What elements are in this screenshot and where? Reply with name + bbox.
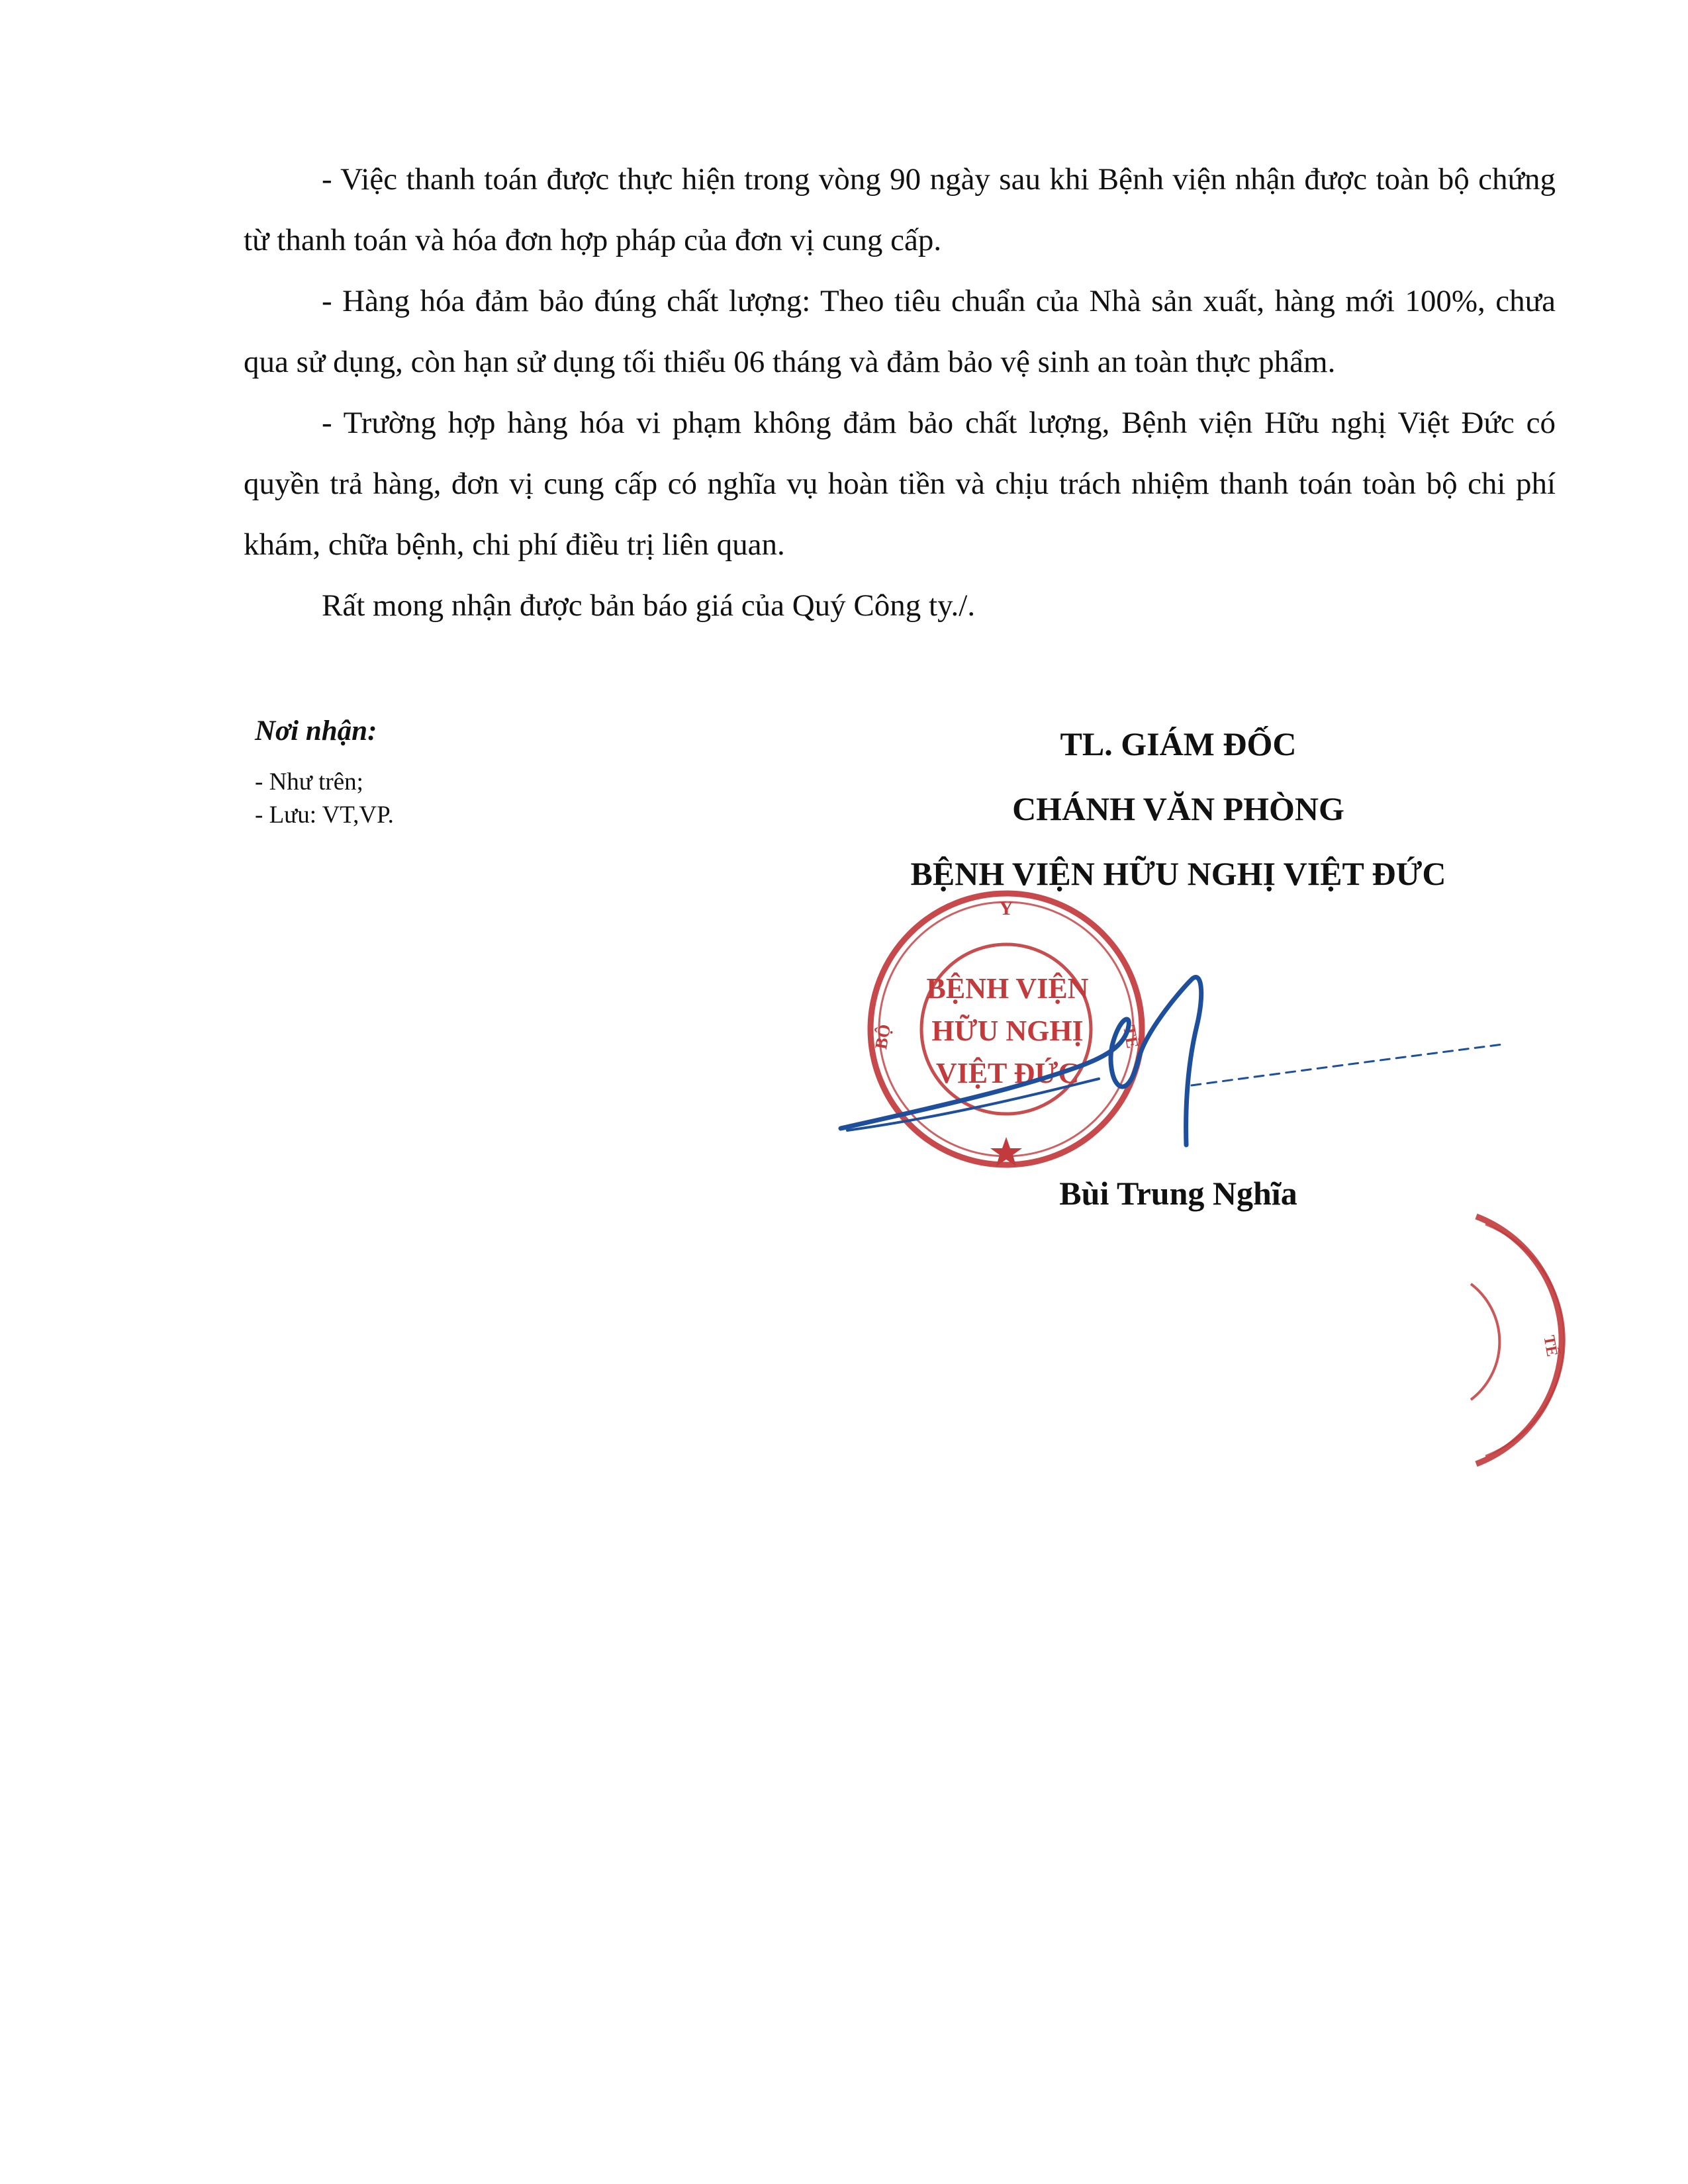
edge-seal-mark: TẾ — [1540, 1334, 1561, 1358]
seal-right-mark: TẾ — [1119, 1023, 1143, 1050]
seal-top-mark: Y — [999, 897, 1013, 919]
handwritten-signature — [834, 953, 1516, 1171]
recipients-block — [255, 711, 665, 832]
signer-title-line1: TL. GIÁM ĐỐC — [1060, 725, 1297, 762]
signer-organization: BỆNH VIỆN HỮU NGHỊ VIỆT ĐỨC — [910, 855, 1446, 892]
signer-title-line2: CHÁNH VĂN PHÒNG — [1012, 790, 1344, 827]
recipients-title: Nơi nhận: — [255, 715, 377, 747]
signature-block — [794, 711, 1562, 906]
violation-terms-paragraph: - Trường hợp hàng hóa vi phạm không đảm bảo chất lượng, Bệnh viện Hữu nghị Việt Đức có quyền trả hàng, đơn vị cung cấp có nghĩa vụ hoàn tiền và chịu trách nhiệm thanh toán toàn bộ chi phí khám, chữa bệnh, chi phí điều trị liên quan. — [244, 406, 1556, 562]
seal-text-line2: HỮU NGHỊ — [931, 1015, 1084, 1047]
quality-terms-paragraph: - Hàng hóa đảm bảo đúng chất lượng: Theo tiêu chuẩn của Nhà sản xuất, hàng mới 100%, chưa qua sử dụng, còn hạn sử dụng tối thiểu 06 tháng và đảm bảo vệ sinh an toàn thực phẩm. — [244, 284, 1556, 379]
closing-paragraph: Rất mong nhận được bản báo giá của Quý Công ty./. — [322, 588, 976, 623]
seal-text-line1: BỆNH VIỆN — [926, 972, 1089, 1005]
recipients-list — [255, 766, 665, 832]
payment-terms-paragraph: - Việc thanh toán được thực hiện trong vòng 90 ngày sau khi Bệnh viện nhận được toàn bộ chứng từ thanh toán và hóa đơn hợp pháp của đơn vị cung cấp. — [244, 162, 1556, 257]
recipient-item: - Lưu: VT,VP. — [255, 801, 394, 829]
seal-text-line3: VIỆT ĐỨC — [935, 1057, 1080, 1089]
body-text — [244, 149, 1556, 636]
recipient-item: - Như trên; — [255, 768, 363, 796]
page-edge-seal — [1463, 1211, 1575, 1469]
signer-name: Bùi Trung Nghĩa — [1059, 1175, 1297, 1212]
seal-left-mark: BỘ — [871, 1023, 895, 1051]
